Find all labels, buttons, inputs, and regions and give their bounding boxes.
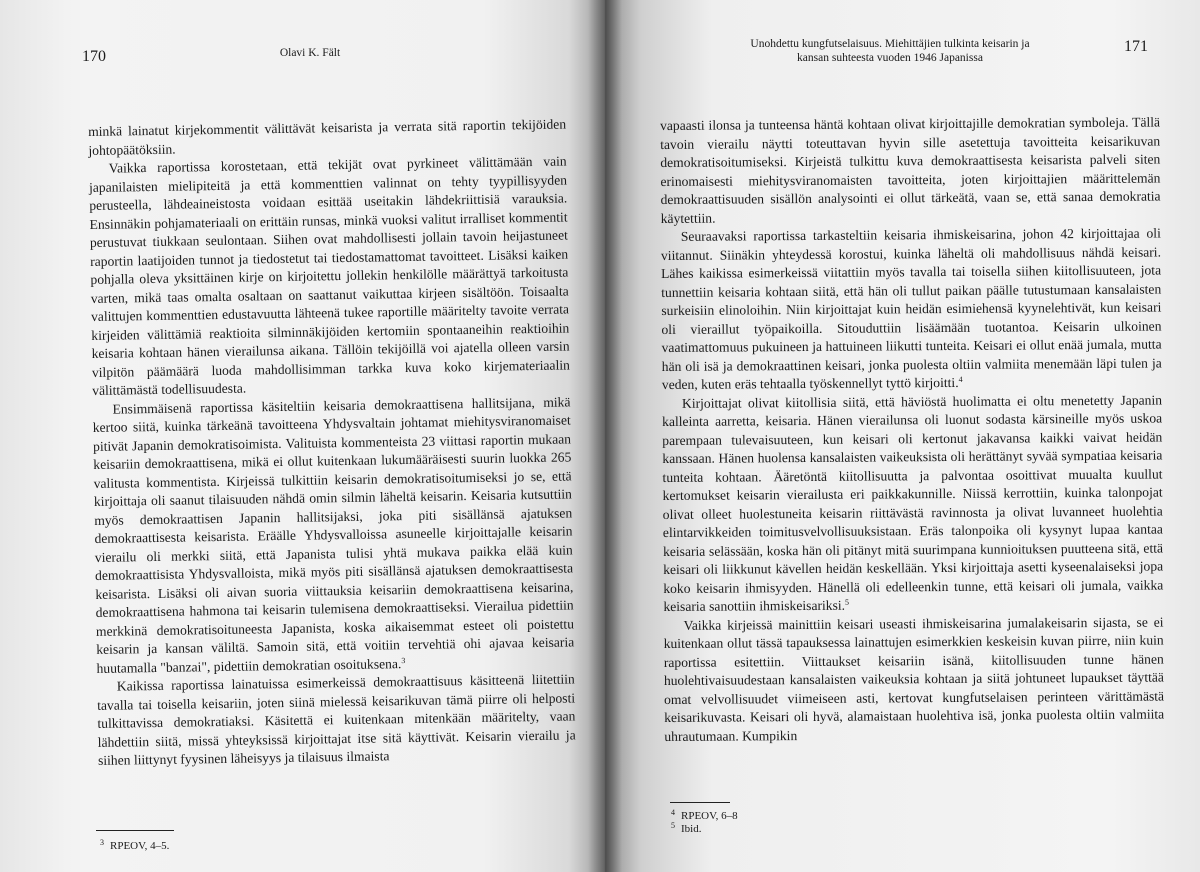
footnote-ref[interactable]: 3	[401, 655, 406, 665]
footnote-text: RPEOV, 6–8	[681, 810, 738, 822]
footnote	[100, 840, 169, 853]
paragraph: Seuraavaksi raportissa tarkasteltiin keisaria ihmiskeisarina, johon 42 kirjoittajaa oli viitannut. Siinäkin yhteydessä korostui, kuinka läheltä oli mahdollisuus nähdä keisari. Lähes kaikissa esimerkeissä viitattiin myös tavalla tai toisella siihen kiitollisuuteen, jota tunnettiin keisaria kohtaan siitä, että hän oli tullut paikan päälle tutustumaan kansalaisten surkeisiin elinoloihin. Niin kirjoittajat kuin heidän esimiehensä kyynelehtivät, kun keisari oli vieraillut työpaikoilla. Sitouduttiin lisäämään tuotantoa. Keisarin ulkoinen vaatimattomuus pukuineen ja hattuineen liikutti tunteita. Keisari ei ollut enää jumala, mutta hän oli isä ja demokraattinen keisari, jonka puolesta oltiin valmiita menemään läpi tulen ja veden, kuten eräs tehtaalla työskennellyt tyttö kirjoitti.$^4$	[660, 225, 1162, 392]
page-number: 170	[82, 48, 106, 65]
right-page	[605, 0, 1200, 872]
footnote-number: 5	[671, 821, 675, 830]
paragraph: Vaikka kirjeissä mainittiin keisari useasti ihmiskeisarina jumalakeisarin sijasta, se ei kuitenkaan ollut tässä tapauksessa lainattujen esimerkkien keskeisin kuvan piirre, niin kuin raportissa esitettiin. Viittaukset keisariin isänä, kiitollisuuden tunne hänen huolehtivaisuudestaan kansalaisten vaikeuksia kohtaan ja siitä johtuneet lupaukset täyttää omat velvollisuudet viimeiseen asti, kertovat kungfutselaisen perinteen värittämästä keisarikuvasta. Keisari oli hyvä, alamaistaan huolehtiva isä, jonka puolesta oltiin valmiita uhrautumaan. Kumpikin	[663, 613, 1165, 744]
footnote-number: 3	[100, 838, 104, 847]
running-head-line: Unohdettu kungfutselaisuus. Miehittäjien tulkinta keisarin ja	[750, 38, 1030, 50]
paragraph: Kaikissa raportissa lainatuissa esimerkeissä demokraattisuus käsitteenä liitettiin tavalla tai toisella keisariin, joten siinä mielessä keisarikuvan tämä piirre oli helposti tulkittavissa demokratiaksi. Käsitettä ei kuitenkaan mitenkään määritelty, vaan lähdettiin siitä, missä yhteyksissä kirjoittajat itse sitä käyttivät. Keisarin vierailu ja siihen liittynyt fyysinen läheisyys ja tilaisuus ilmaista	[97, 671, 576, 768]
footnotes	[671, 810, 738, 836]
running-head-line: kansan suhteesta vuoden 1946 Japanissa	[797, 52, 983, 64]
footnote-rule	[670, 802, 730, 803]
footnote	[671, 823, 738, 836]
running-head	[730, 37, 1050, 65]
footnote-text: Ibid.	[681, 823, 702, 835]
paragraph: Ensimmäisenä raportissa käsiteltiin keisaria demokraattisena hallitsijana, mikä kertoo siitä, kuinka tärkeänä tavoitteena Yhdysvaltain johtamat miehitysviranomaiset pitivät Japanin demokratisoimista. Valituista kommenteista 23 viittasi raportin mukaan keisariin demokraattisena, mikä ei ollut kuitenkaan lukumääräisesti suurin luokka 265 valitusta kommentista. Kirjeissä tulkittiin keisarin demokratisoitumiseksi jo se, että kirjoittaja oli saanut tilaisuuden nähdä omin silmin läheltä keisarin. Keisaria kutsuttiin myös demokraattisen Japanin hallitsijaksi, joka piti sisällänsä ajatuksen demokraattisesta keisarista. Eräälle Yhdysvalloissa asuneelle kirjoittajalle keisarin vierailu oli merkki siitä, että Japanista tulisi yhtä mukava paikka elää kuin demokraattisista Yhdysvalloista, mikä myös piti sisällänsä ajatuksen demokraattisesta keisarista. Lisäksi oli aivan suoria viittauksia keisariin demokraattisena keisarina, demokraattisena hahmona tai keisarin tulemisena demokraattiseksi. Vierailua pidettiin merkkinä demokratisoituneesta Japanista, koska aikaisemmat esteet oli poistettu keisarin ja kansan väliltä. Samoin sitä, että voitiin tervehtiä ohi ajavaa keisaria huutamalla "banzai", pidettiin demokratian osoituksena.$^3$	[92, 393, 575, 676]
footnote-ref[interactable]: 5	[844, 597, 850, 607]
page-number: 171	[1124, 38, 1148, 55]
footnote-number: 4	[671, 808, 675, 817]
body-text	[88, 115, 576, 770]
footnote	[671, 810, 738, 823]
footnote-ref[interactable]: 4	[958, 374, 963, 384]
footnotes	[100, 840, 169, 853]
footnote-rule	[96, 830, 174, 831]
body-text	[660, 114, 1164, 746]
paragraph: vapaasti ilonsa ja tunteensa häntä kohtaan olivat kirjoittajille demokratian symboleja. Tällä tavoin vierailu näytti toteuttavan hyvin sille asetettuja tavoitteita keisarikuvan demokratisoitumiseksi. Kirjeistä tulkittu kuva demokraattisesta keisarista palveli siten erinomaisesti miehitysviranomaisten tavoitteita, joten kirjoittajien määrittelemän demokraattisuuden sisällön analysointi ei ollut tärkeätä, vaan se, että sanaa demokratia käytettiin.	[660, 114, 1161, 226]
paragraph: minkä lainatut kirjekommentit välittävät keisarista ja verrata sitä raportin tekijöiden johtopäätöksiin.	[88, 116, 567, 158]
paragraph: Vaikka raportissa korostetaan, että tekijät ovat pyrkineet välittämään vain japanilaisten mielipiteitä ja että kommenttien valinnat on tehty tyypillisyyden perusteella, lähdeaineistosta voidaan esittää useitakin lähdekriittisiä varauksia. Ensinnäkin pohjamateriaali on erittäin runsas, minkä vuoksi valitut irralliset kommentit perustuvat tiukkaan seulontaan. Siihen ovat mahdollisesti jollain tavoin heijastuneet raportin laatijoiden tunnot ja tiedostetut tai tiedostamattomat tavoitteet. Lisäksi kaiken pohjalla oleva yksittäinen kirje on kirjoitettu jollekin henkilölle määrättyä tarkoitusta varten, mikä taas omalta osaltaan on saattanut vaikuttaa kirjeen sisältöön. Toisaalta valittujen kommenttien edustavuutta lähteenä tukee raportille määritelty tavoite verrata kirjeiden välittämiä reaktioita silminnäkijöiden kertomiin spontaaneihin reaktioihin keisaria kohtaan hänen vierailunsa aikana. Tällöin tekijöillä voi ajatella olleen varsin vilpitön päämäärä luoda mahdollisimman tarkka kuva koko kirjemateriaalin välittämästä todellisuudesta.	[88, 153, 570, 398]
footnote-text: RPEOV, 4–5.	[110, 840, 170, 852]
paragraph: Kirjoittajat olivat kiitollisia siitä, että häviöstä huolimatta ei oltu menetetty Japanin kalleinta aarretta, keisaria. Hänen vierailunsa oli luonut sodasta kärsineille myös uskoa parempaan tulevaisuuteen, kun keisari oli kertonut jakavansa kaikki vaivat heidän kanssaan. Hänen huolensa kansalaisten vaikeuksista oli herättänyt syvää sympatiaa keisaria tunteita kohtaan. Ääretöntä kiitollisuutta ja palvontaa osoittivat muualta kuullut kertomukset keisarin vierailusta eri paikkakunnille. Niissä kerrottiin, kuinka talonpojat olivat olleet huolestuneita keisarin riittävästä ravinnosta ja olivat luvanneet huolehtia elintarvikkeiden toimitusvelvollisuuksistaan. Eräs talonpoika oli kysynyt lupaa kantaa keisaria selässään, koska hän oli pitänyt mitä suurimpana kunnioituksen puutteena sitä, että keisari oli liikkunut kävellen heidän keskellään. Yksi kirjoittaja asetti kyseenalaiseksi jopa koko keisarin ihmisyyden. Hänellä oli edelleenkin tunne, että keisari oli jumala, vaikka keisaria sanottiin ihmiskeisariksi.$^5$	[662, 392, 1164, 614]
running-head: Olavi K. Fält	[279, 47, 341, 59]
